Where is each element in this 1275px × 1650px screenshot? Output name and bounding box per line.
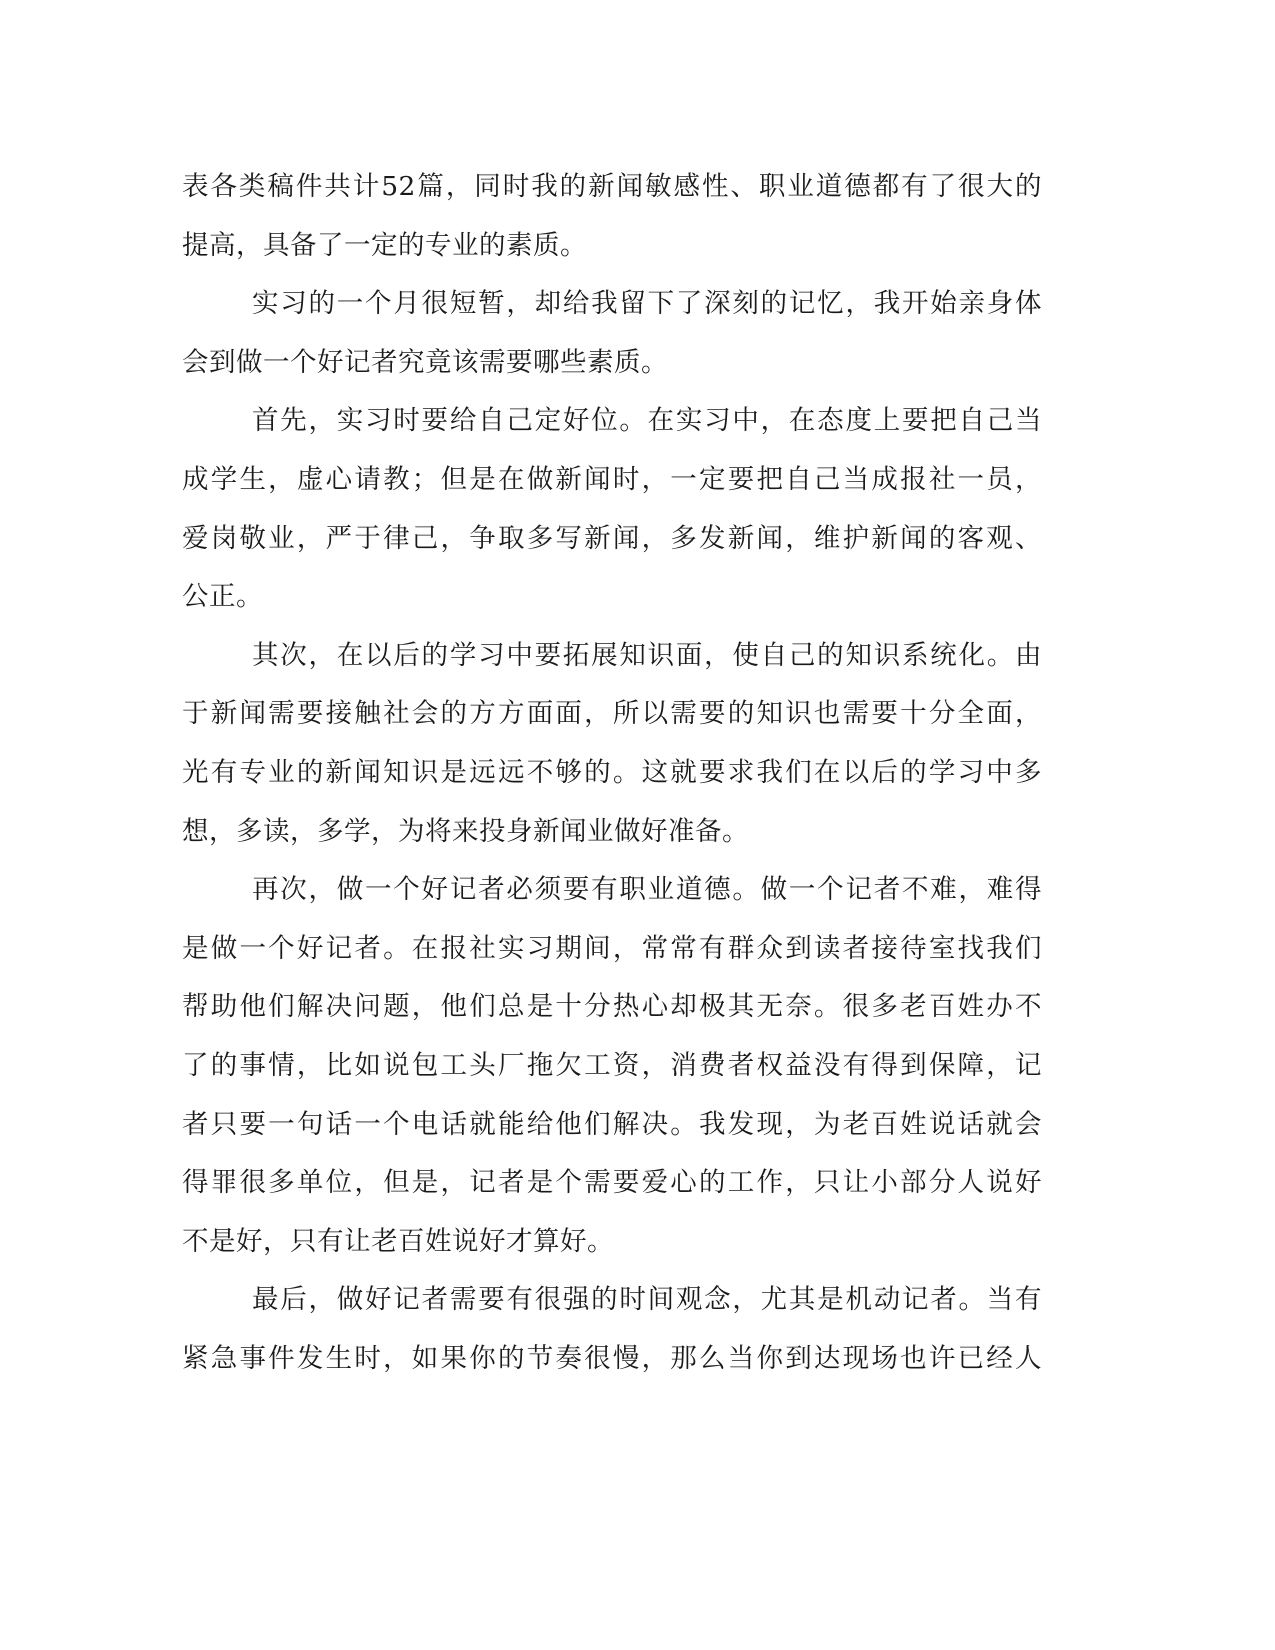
paragraph-line: 不是好，只有让老百姓说好才算好。	[182, 1225, 614, 1257]
paragraph-line: 表各类稿件共计52篇，同时我的新闻敏感性、职业道德都有了很大的	[182, 171, 1042, 202]
paragraph-line: 想，多读，多学，为将来投身新闻业做好准备。	[182, 815, 749, 847]
paragraph-line: 公正。	[182, 581, 263, 613]
paragraph-line: 紧急事件发生时，如果你的节奏很慢，那么当你到达现场也许已经人	[182, 1342, 1042, 1374]
paragraph-line: 是做一个好记者。在报社实习期间，常常有群众到读者接待室找我们	[182, 932, 1042, 964]
paragraph-line: 爱岗敬业，严于律己，争取多写新闻，多发新闻，维护新闻的客观、	[182, 522, 1042, 554]
paragraph-line: 于新闻需要接触社会的方方面面，所以需要的知识也需要十分全面，	[182, 698, 1042, 730]
paragraph-line: 者只要一句话一个电话就能给他们解决。我发现，为老百姓说话就会	[182, 1108, 1042, 1140]
paragraph-line: 首先，实习时要给自己定好位。在实习中，在态度上要把自己当	[252, 405, 1042, 437]
paragraph-line: 实习的一个月很短暂，却给我留下了深刻的记忆，我开始亲身体	[252, 288, 1042, 320]
document-body	[182, 158, 1042, 1388]
paragraph-line: 得罪很多单位，但是，记者是个需要爱心的工作，只让小部分人说好	[182, 1167, 1042, 1199]
paragraph-line: 最后，做好记者需要有很强的时间观念，尤其是机动记者。当有	[252, 1284, 1042, 1316]
paragraph-line: 光有专业的新闻知识是远远不够的。这就要求我们在以后的学习中多	[182, 756, 1042, 788]
paragraph-line: 其次，在以后的学习中要拓展知识面，使自己的知识系统化。由	[252, 639, 1042, 671]
paragraph-line: 会到做一个好记者究竟该需要哪些素质。	[182, 346, 668, 378]
paragraph-line: 帮助他们解决问题，他们总是十分热心却极其无奈。很多老百姓办不	[182, 991, 1042, 1023]
paragraph-line: 成学生，虚心请教；但是在做新闻时，一定要把自己当成报社一员，	[182, 463, 1042, 495]
paragraph-line: 提高，具备了一定的专业的素质。	[182, 229, 587, 261]
paragraph-line: 再次，做一个好记者必须要有职业道德。做一个记者不难，难得	[252, 874, 1042, 906]
paragraph-line: 了的事情，比如说包工头厂拖欠工资，消费者权益没有得到保障，记	[182, 1049, 1042, 1081]
